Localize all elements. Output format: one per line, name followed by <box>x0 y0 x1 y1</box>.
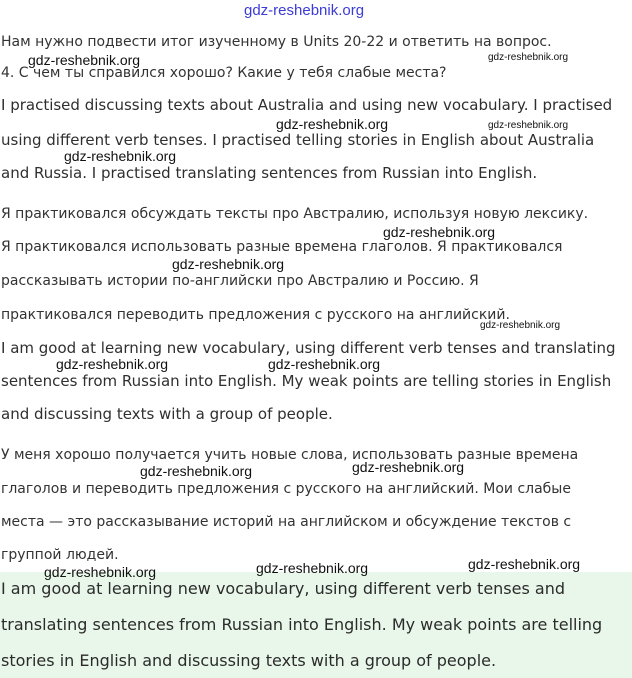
answer-line-3: stories in English and discussing texts with a group of people. <box>1 651 497 670</box>
question-line-1: Нам нужно подвести итог изученному в Units 20-22 и ответить на вопрос. <box>1 34 552 50</box>
watermark: gdz-reshebnik.org <box>480 320 561 331</box>
watermark-top: gdz-reshebnik.org <box>244 2 365 19</box>
watermark: gdz-reshebnik.org <box>352 459 465 475</box>
watermark: gdz-reshebnik.org <box>64 148 177 164</box>
question-line-2: 4. С чем ты справился хорошо? Какие у тебя слабые места? <box>1 65 447 81</box>
para1-line-3: and Russia. I practised translating sentences from Russian into English. <box>1 164 538 182</box>
para1-ru-line-4: практиковался переводить предложения с русского на английский. <box>1 307 510 323</box>
para2-ru-line-2: глаголов и переводить предложения с русского на английский. Мои слабые <box>1 481 571 497</box>
watermark: gdz-reshebnik.org <box>28 52 141 68</box>
watermark: gdz-reshebnik.org <box>140 463 253 479</box>
para1-line-1: I practised discussing texts about Australia and using new vocabulary. I practised <box>1 96 613 114</box>
para2-line-2: sentences from Russian into English. My weak points are telling stories in English <box>1 372 612 390</box>
para1-ru-line-1: Я практиковался обсуждать тексты про Австралию, используя новую лексику. <box>1 206 589 222</box>
watermark: gdz-reshebnik.org <box>468 556 581 572</box>
watermark: gdz-reshebnik.org <box>488 52 569 63</box>
para2-line-1: I am good at learning new vocabulary, using different verb tenses and translating <box>1 339 616 357</box>
watermark: gdz-reshebnik.org <box>172 256 285 272</box>
answer-highlight <box>0 572 632 678</box>
para2-ru-line-1: У меня хорошо получается учить новые слова, использовать разные времена <box>1 447 579 463</box>
para2-ru-line-4: группой людей. <box>1 547 119 563</box>
answer-line-2: translating sentences from Russian into English. My weak points are telling <box>1 615 603 634</box>
para1-line-2: using different verb tenses. I practised telling stories in English about Australia <box>1 131 595 149</box>
watermark: gdz-reshebnik.org <box>276 116 389 132</box>
watermark: gdz-reshebnik.org <box>488 120 569 131</box>
watermark: gdz-reshebnik.org <box>268 356 381 372</box>
watermark: gdz-reshebnik.org <box>44 564 157 580</box>
para2-ru-line-3: места — это рассказывание историй на английском и обсуждение текстов с <box>1 514 572 530</box>
watermark: gdz-reshebnik.org <box>256 560 369 576</box>
watermark: gdz-reshebnik.org <box>56 356 169 372</box>
para1-ru-line-2: Я практиковался использовать разные времена глаголов. Я практиковался <box>1 239 563 255</box>
para1-ru-line-3: рассказывать истории по-английски про Австралию и Россию. Я <box>1 273 479 289</box>
para2-line-3: and discussing texts with a group of people. <box>1 405 333 423</box>
answer-line-1: I am good at learning new vocabulary, using different verb tenses and <box>1 579 565 598</box>
watermark: gdz-reshebnik.org <box>383 224 496 240</box>
